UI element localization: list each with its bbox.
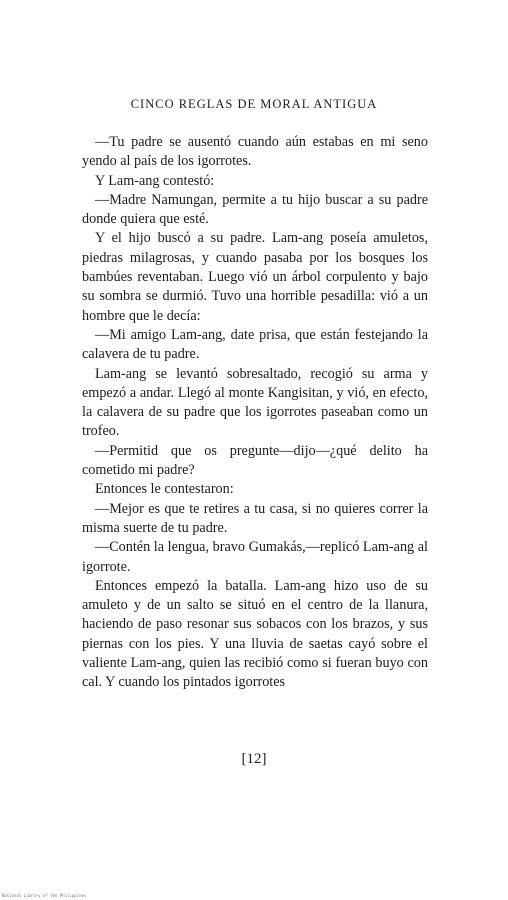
page-number: [12] — [241, 751, 267, 767]
paragraph: Y Lam-ang contestó: — [95, 172, 215, 189]
paragraph: —Permitid que os pregunte—dijo—¿qué delito ha cometido mi padre? — [82, 442, 428, 479]
paragraph: —Madre Namungan, permite a tu hijo buscar a su padre donde quiera que esté. — [82, 191, 428, 228]
scan-watermark: National Library of the Philippines — [2, 893, 87, 898]
paragraph: —Mejor es que te retires a tu casa, si no quieres correr la misma suerte de tu padre. — [82, 500, 428, 536]
text-body — [82, 133, 428, 693]
paragraph: Entonces le contestaron: — [95, 481, 234, 498]
paragraph: Entonces empezó la batalla. Lam-ang hizo uso de su amuleto y de un salto se situó en el centro de la llanura, haciendo de paso resonar sus sobacos con los brazos, y sus piernas con los pies. Y una lluvia de saetas cayó sobre el valiente Lam-ang, quien las recibió como si fueran buyo con cal. Y cuando los pintados igorrotes — [82, 577, 428, 691]
running-header: CINCO REGLAS DE MORAL ANTIGUA — [130, 97, 378, 111]
paragraph: Lam-ang se levantó sobresaltado, recogió su arma y empezó a andar. Llegó al monte Kangisitan, y vió, en efecto, la calavera de su padre que los igorrotes paseaban como un trofeo. — [82, 365, 428, 440]
paragraph: —Tu padre se ausentó cuando aún estabas en mi seno yendo al país de los igorrotes. — [82, 134, 428, 170]
paragraph: —Contén la lengua, bravo Gumakás,—replicó Lam-ang al igorrote. — [82, 539, 428, 575]
paragraph: Y el hijo buscó a su padre. Lam-ang poseía amuletos, piedras milagrosas, y cuando pasaba por los bosques los bambúes reventaban. Luego vió un árbol corpulento y bajo su sombra se durmió. Tuvo una horrible pesadilla: vió a un hombre que le decía: — [82, 230, 428, 324]
paragraph: —Mi amigo Lam-ang, date prisa, que están festejando la calavera de tu padre. — [82, 326, 428, 363]
